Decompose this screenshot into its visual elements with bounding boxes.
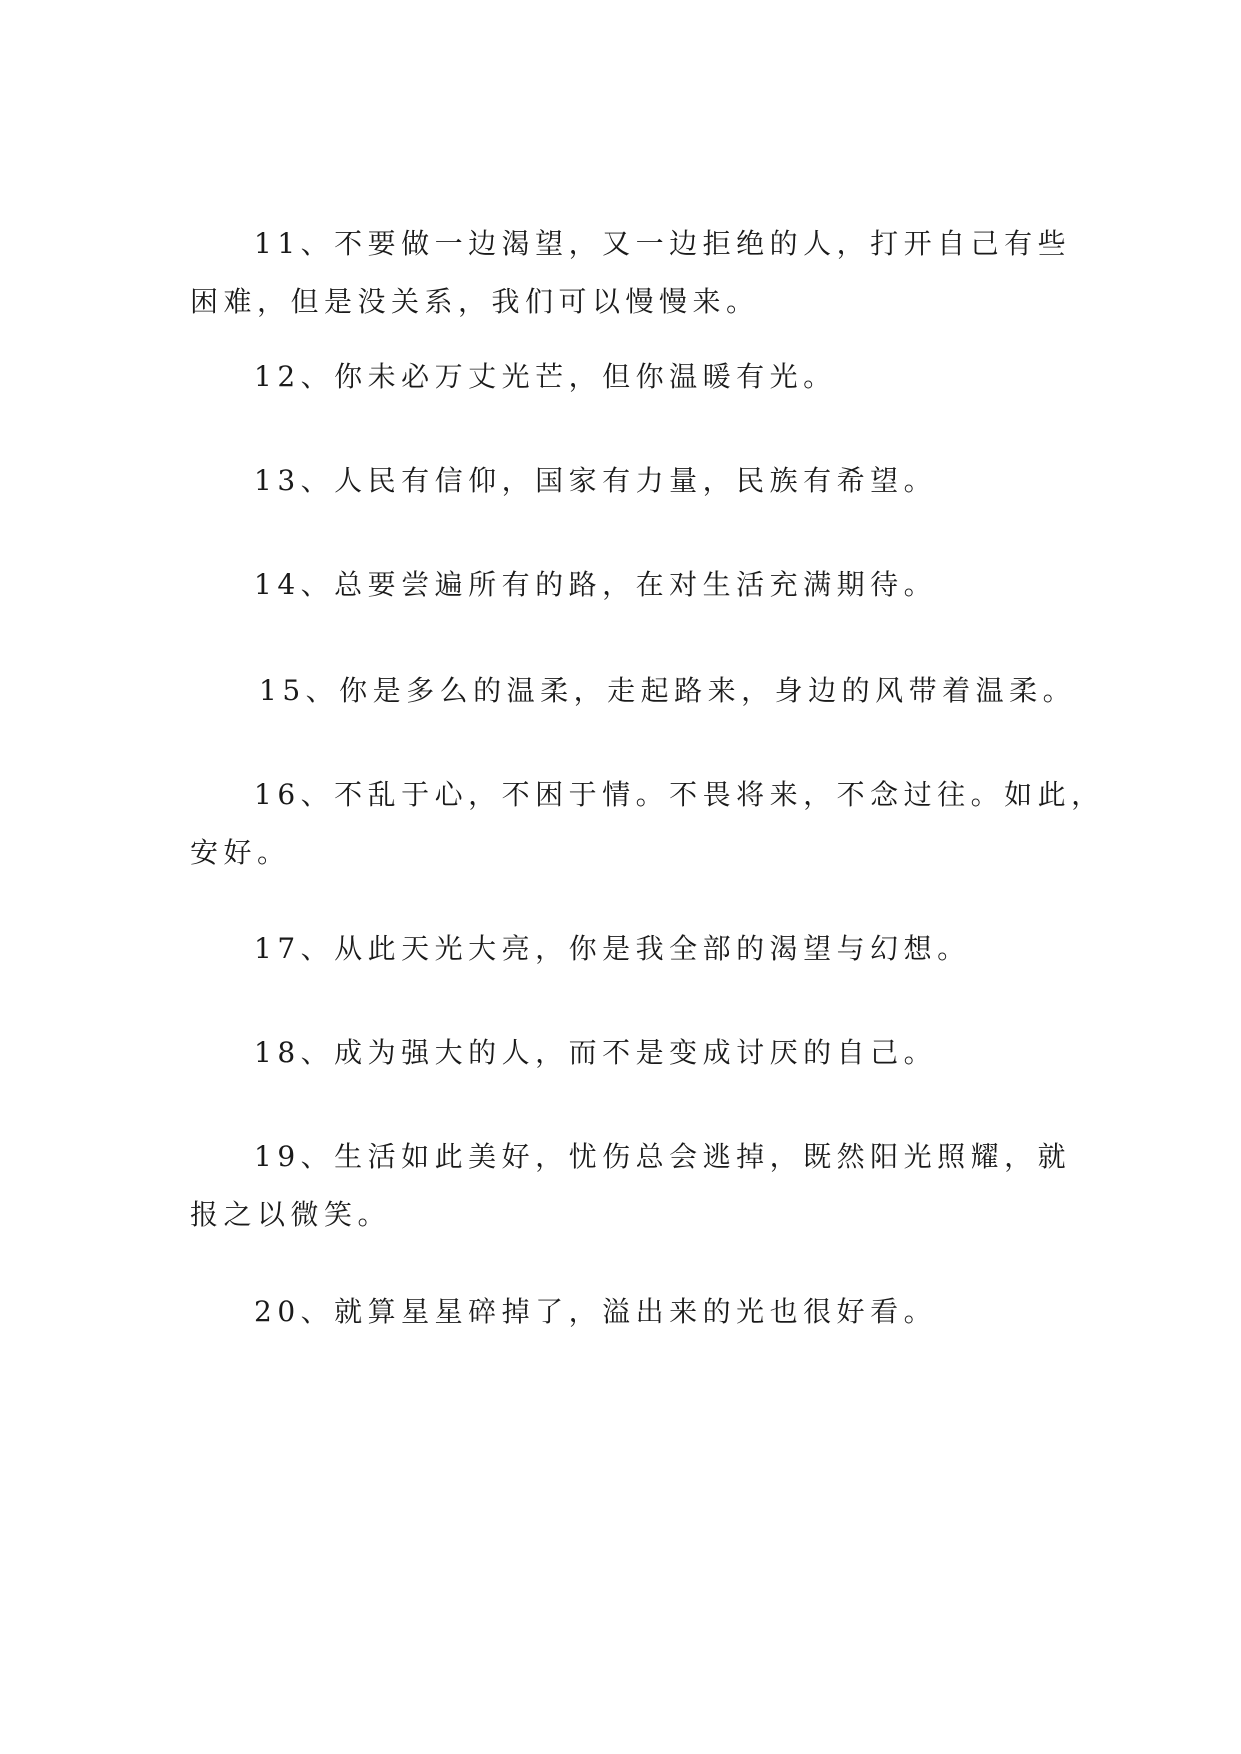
paragraph-line: 12、你未必万丈光芒，但你温暖有光。 <box>254 360 837 393</box>
paragraph-line: 19、生活如此美好，忧伤总会逃掉，既然阳光照耀，就 <box>254 1140 1072 1173</box>
paragraph-line: 20、就算星星碎掉了，溢出来的光也很好看。 <box>254 1295 938 1328</box>
paragraph-item-14 <box>190 556 1050 614</box>
paragraph-item-19 <box>190 1128 1072 1244</box>
paragraph-line: 15、你是多么的温柔，走起路来，身边的风带着温柔。 <box>259 674 1077 707</box>
paragraph-line: 13、人民有信仰，国家有力量，民族有希望。 <box>254 464 938 497</box>
paragraph-item-13 <box>190 452 1050 510</box>
paragraph-line: 14、总要尝遍所有的路，在对生活充满期待。 <box>254 568 938 601</box>
paragraph-line: 16、不乱于心，不困于情。不畏将来，不念过往。如此， <box>254 778 1105 811</box>
paragraph-item-12 <box>190 348 1050 406</box>
paragraph-item-11 <box>190 215 1072 331</box>
paragraph-line: 17、从此天光大亮，你是我全部的渴望与幻想。 <box>254 932 971 965</box>
paragraph-item-20 <box>190 1283 1050 1341</box>
paragraph-item-18 <box>190 1024 1050 1082</box>
paragraph-line: 18、成为强大的人，而不是变成讨厌的自己。 <box>254 1036 938 1069</box>
paragraph-item-16 <box>190 766 1105 882</box>
paragraph-item-15 <box>195 662 1077 720</box>
paragraph-item-17 <box>190 920 1050 978</box>
paragraph-line: 11、不要做一边渴望，又一边拒绝的人，打开自己有些 <box>254 227 1072 260</box>
paragraph-line: 报之以微笑。 <box>190 1198 392 1231</box>
paragraph-line: 困难，但是没关系，我们可以慢慢来。 <box>190 285 760 318</box>
paragraph-line: 安好。 <box>190 836 291 869</box>
